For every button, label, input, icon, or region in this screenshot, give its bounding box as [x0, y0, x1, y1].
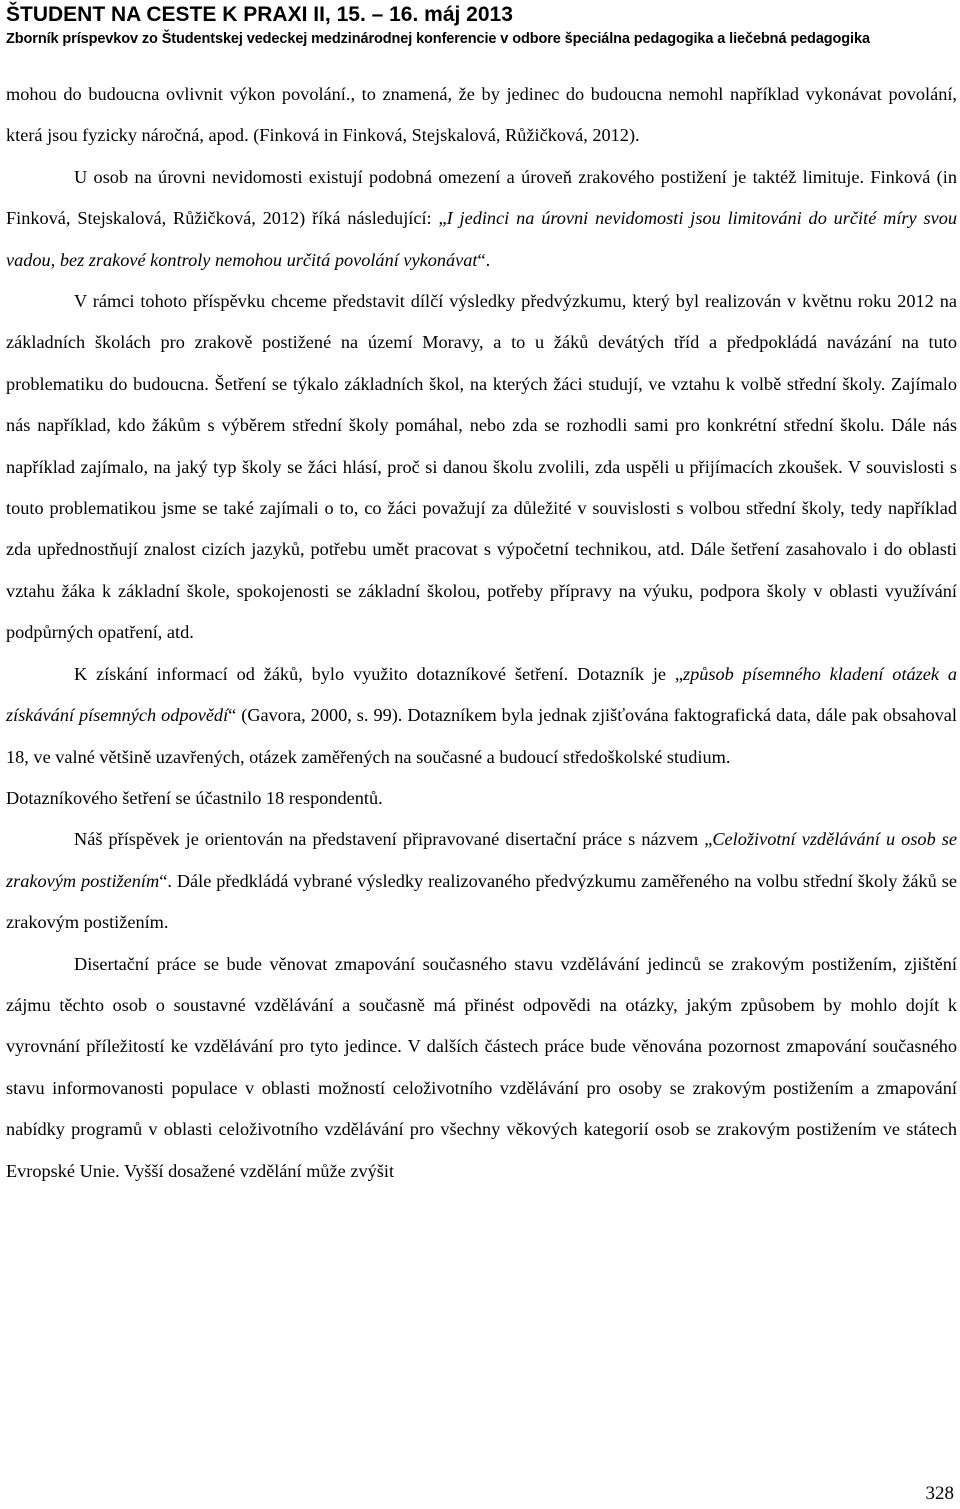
quoted-text: Celoživotní vzdělávání u osob se zrakovým postižením: [6, 829, 958, 891]
header-subtitle: Zborník príspevkov zo Študentskej vedeckej medzinárodnej konferencie v odbore špeciálna pedagogika a liečebná pedagogika: [6, 31, 870, 47]
body-paragraph: [6, 778, 957, 819]
paragraph-text: K získání informací od žáků, bylo využito dotazníkové šetření. Dotazník je „: [74, 663, 683, 684]
paragraph-text: Disertační práce se bude věnovat zmapování současného stavu vzdělávání jedinců se zrakovým postižením, zjištění zájmu těchto osob o soustavné vzdělávání a současně má přinést odpovědi na otázky, jakým způsobem by mohlo dojít k vyrovnání příležitostí ke vzdělávání pro tyto jedince. V dalších částech práce bude věnována pozornost zmapování současného stavu informovanosti populace v oblasti možností celoživotního vzdělávání pro osoby se zrakovým postižením a zmapování nabídky programů v oblasti celoživotního vzdělávání pro všechny věkových kategorií osob se zrakovým postižením ve státech Evropské Unie. Vyšší dosažené vzdělání může zvýšit: [6, 953, 957, 1181]
quoted-text: I jedinci na úrovni nevidomosti jsou limitováni do určité míry svou vadou, bez zrakové kontroly nemohou určitá povolání vykonávat: [6, 208, 957, 270]
paragraph-text: Náš příspěvek je orientován na představení připravované disertační práce s názvem „: [74, 829, 713, 850]
header-title: ŠTUDENT NA CESTE K PRAXI II, 15. – 16. máj 2013: [6, 3, 513, 26]
paragraph-text: “. Dále předkládá vybrané výsledky realizovaného předvýzkumu zaměřeného na volbu střední školy žáků se zrakovým postižením.: [6, 870, 957, 933]
document-body: [6, 74, 957, 1192]
body-paragraph: [6, 819, 957, 943]
body-paragraph: [6, 944, 957, 1192]
page-header: [6, 2, 956, 50]
body-paragraph: [6, 157, 957, 281]
paragraph-text: “ (Gavora, 2000, s. 99). Dotazníkem byla jednak zjišťována faktografická data, dále pak obsahoval 18, ve valné většině uzavřených, otázek zaměřených na současné a budoucí středoškolské studium.: [6, 705, 957, 767]
quoted-text: způsob písemného kladení otázek a získávání písemných odpovědí: [6, 663, 957, 726]
body-paragraph: [6, 654, 957, 778]
body-paragraph: [6, 281, 957, 654]
paragraph-text: U osob na úrovni nevidomosti existují podobná omezení a úroveň zrakového postižení je taktéž limituje. Finková (in Finková, Stejskalová, Růžičková, 2012) říká následující: „: [6, 166, 957, 229]
paragraph-text: mohou do budoucna ovlivnit výkon povolání., to znamená, že by jedinec do budoucna nemohl například vykonávat povolání, která jsou fyzicky náročná, apod. (Finková in Finková, Stejskalová, Růžičková, 2012).: [6, 84, 957, 146]
body-paragraph: [6, 74, 957, 157]
paragraph-text: V rámci tohoto příspěvku chceme představit dílčí výsledky předvýzkumu, který byl realizován v květnu roku 2012 na základních školách pro zrakově postižené na území Moravy, a to u žáků devátých tříd a předpokládá navázání na tuto problematiku do budoucna. Šetření se týkalo základních škol, na kterých žáci studují, ve vztahu k volbě střední školy. Zajímalo nás například, kdo žákům s výběrem střední školy pomáhal, nebo zda se rozhodli sami pro konkrétní střední školu. Dále nás například zajímalo, na jaký typ školy se žáci hlásí, proč si danou školu zvolili, zda uspěli u přijímacích zkoušek. V souvislosti s touto problematikou jsme se také zajímali o to, co žáci považují za důležité v souvislosti s volbou střední školy, tedy například zda upřednostňují znalost cizích jazyků, potřebu umět pracovat s výpočetní technikou, atd. Dále šetření zasahovalo i do oblasti vztahu žáka k základní škole, spokojenosti se základní školou, potřeby přípravy na výuku, podpora školy v oblasti využívání podpůrných opatření, atd.: [6, 291, 957, 643]
page-number: 328: [925, 1483, 954, 1504]
paragraph-text: Dotazníkového šetření se účastnilo 18 respondentů.: [6, 787, 383, 808]
paragraph-text: “.: [477, 249, 491, 270]
